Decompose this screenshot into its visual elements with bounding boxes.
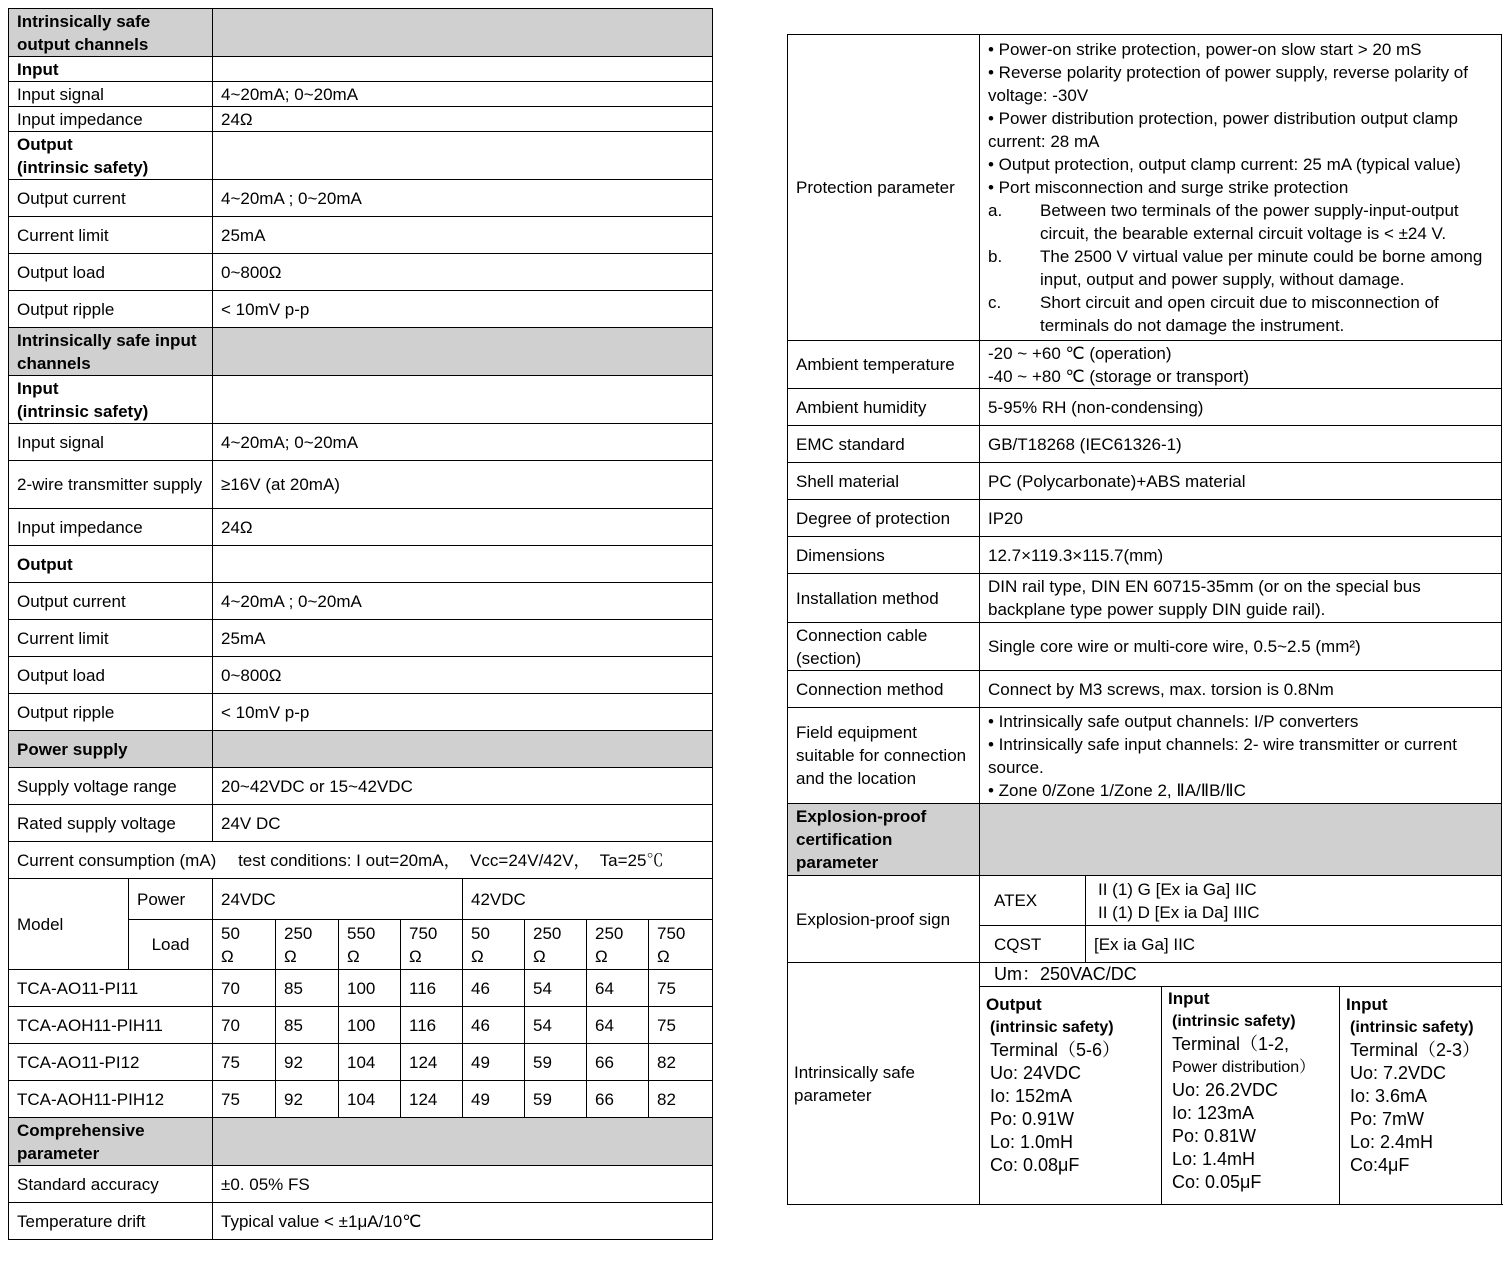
row-label: Ambient humidity xyxy=(788,389,980,426)
model-value-cell: 75 xyxy=(213,1044,276,1081)
row-label: Ambient temperature xyxy=(788,341,980,389)
row-value: 4~20mA ; 0~20mA xyxy=(213,583,713,620)
section-comprehensive: Comprehensive parameter xyxy=(9,1118,213,1166)
model-value-cell: 46 xyxy=(463,970,525,1007)
right-spec-table xyxy=(787,34,1502,1205)
row-value: Connect by M3 screws, max. torsion is 0.8Nm xyxy=(980,671,1502,708)
row-value: 20~42VDC or 15~42VDC xyxy=(213,768,713,805)
row-value: 12.7×119.3×115.7(mm) xyxy=(980,537,1502,574)
row-label: Dimensions xyxy=(788,537,980,574)
input-header: Input xyxy=(9,57,213,82)
section-power: Power supply xyxy=(9,731,213,768)
load-value-cell: 50 Ω xyxy=(213,920,276,970)
model-value-cell: 104 xyxy=(339,1081,401,1118)
model-value-cell: 116 xyxy=(401,1007,463,1044)
is-param-line: Terminal（5-6） xyxy=(990,1040,1121,1060)
model-value-cell: 100 xyxy=(339,1007,401,1044)
row-value: 4~20mA ; 0~20mA xyxy=(213,180,713,217)
is-param-line: Terminal（2-3） xyxy=(1350,1040,1481,1060)
row-value: 5-95% RH (non-condensing) xyxy=(980,389,1502,426)
model-value-cell: 124 xyxy=(401,1044,463,1081)
is-param-line: Lo: 1.0mH xyxy=(990,1132,1074,1152)
load-value-cell: 750 Ω xyxy=(401,920,463,970)
row-label: Current limit xyxy=(9,217,213,254)
row-value: DIN rail type, DIN EN 60715-35mm (or on the special bus backplane type power supply DIN guide rail). xyxy=(980,574,1502,623)
table-row xyxy=(9,970,713,1007)
row-label: Output current xyxy=(9,180,213,217)
um-value: Um：250VAC/DC xyxy=(980,963,1502,987)
model-value-cell: 66 xyxy=(587,1081,649,1118)
atex-value: II (1) G [Ex ia Ga] IIC II (1) D [Ex ia Da] IIIC xyxy=(1086,876,1502,926)
model-value-cell: 85 xyxy=(276,1007,339,1044)
row-value: ≥16V (at 20mA) xyxy=(213,461,713,509)
row-label: Output current xyxy=(9,583,213,620)
model-name: TCA-AOH11-PIH12 xyxy=(9,1081,213,1118)
is-param-line: Power distribution） xyxy=(1172,1059,1316,1076)
input-is-header: Input (intrinsic safety) xyxy=(9,376,213,424)
model-value-cell: 75 xyxy=(213,1081,276,1118)
is-param-line: Po: 0.91W xyxy=(990,1109,1075,1129)
row-value: GB/T18268 (IEC61326-1) xyxy=(980,426,1502,463)
load-label: Load xyxy=(129,920,213,970)
row-label: Output ripple xyxy=(9,291,213,328)
model-value-cell: 59 xyxy=(525,1044,587,1081)
model-value-cell: 70 xyxy=(213,1007,276,1044)
model-value-cell: 92 xyxy=(276,1044,339,1081)
row-value: 25mA xyxy=(213,620,713,657)
row-value: 24Ω xyxy=(213,107,713,132)
model-name: TCA-AOH11-PIH11 xyxy=(9,1007,213,1044)
section-explosion-proof: Explosion-proof certification parameter xyxy=(788,804,980,876)
section-is-output: Intrinsically safe output channels xyxy=(9,9,213,57)
is-param-line: Co: 0.05μF xyxy=(1172,1172,1262,1192)
is-param-label: Intrinsically safe parameter xyxy=(788,963,980,1205)
model-value-cell: 70 xyxy=(213,970,276,1007)
table-row xyxy=(9,1044,713,1081)
model-value-cell: 75 xyxy=(649,970,713,1007)
is-param-line: Uo: 7.2VDC xyxy=(1350,1063,1447,1083)
row-label: Connection method xyxy=(788,671,980,708)
model-value-cell: 116 xyxy=(401,970,463,1007)
row-value: IP20 xyxy=(980,500,1502,537)
row-label: Output load xyxy=(9,254,213,291)
atex-label: ATEX xyxy=(980,876,1086,926)
row-label: Shell material xyxy=(788,463,980,500)
row-label: Output load xyxy=(9,657,213,694)
row-value: < 10mV p-p xyxy=(213,291,713,328)
protection-label: Protection parameter xyxy=(788,35,980,341)
cqst-value: [Ex ia Ga] IIC xyxy=(1086,926,1502,963)
cqst-label: CQST xyxy=(980,926,1086,963)
model-value-cell: 104 xyxy=(339,1044,401,1081)
model-name: TCA-AO11-PI12 xyxy=(9,1044,213,1081)
is-param-line: Io: 3.6mA xyxy=(1350,1086,1428,1106)
model-value-cell: 100 xyxy=(339,970,401,1007)
consumption-note: Current consumption (mA) test conditions: I out=20mA， Vcc=24V/42V， Ta=25℃ xyxy=(9,842,713,879)
load-value-cell: 750 Ω xyxy=(649,920,713,970)
voltage-24: 24VDC xyxy=(213,879,463,920)
output-header: Output xyxy=(9,546,213,583)
model-value-cell: 54 xyxy=(525,1007,587,1044)
row-value: 24V DC xyxy=(213,805,713,842)
row-value: 0~800Ω xyxy=(213,657,713,694)
ex-sign-label: Explosion-proof sign xyxy=(788,876,980,963)
power-label: Power xyxy=(129,879,213,920)
row-label: Input signal xyxy=(9,424,213,461)
section-is-input: Intrinsically safe input channels xyxy=(9,328,213,376)
model-value-cell: 82 xyxy=(649,1081,713,1118)
left-spec-table xyxy=(8,8,713,1240)
is-param-line: Lo: 2.4mH xyxy=(1350,1132,1434,1152)
model-value-cell: 46 xyxy=(463,1007,525,1044)
row-label: Supply voltage range xyxy=(9,768,213,805)
row-label: 2-wire transmitter supply xyxy=(9,461,213,509)
model-value-cell: 85 xyxy=(276,970,339,1007)
row-value: Single core wire or multi-core wire, 0.5~2.5 (mm²) xyxy=(980,623,1502,671)
model-value-cell: 49 xyxy=(463,1081,525,1118)
output-is-header: Output (intrinsic safety) xyxy=(9,132,213,180)
row-label: Input signal xyxy=(9,82,213,107)
row-value: 4~20mA; 0~20mA xyxy=(213,424,713,461)
is-param-line: Io: 152mA xyxy=(990,1086,1073,1106)
row-value: Typical value < ±1μA/10℃ xyxy=(213,1203,713,1240)
is-param-output: Output (intrinsic safety) Terminal（5-6） Uo: 24VDC Io: 152mA Po: 0.91W Lo: 1.0mH Co: 0.08μF xyxy=(980,987,1162,1205)
row-label: EMC standard xyxy=(788,426,980,463)
row-label: Field equipment suitable for connection and the location xyxy=(788,708,980,804)
load-value-cell: 250 Ω xyxy=(276,920,339,970)
row-label: Current limit xyxy=(9,620,213,657)
is-param-line: Po: 7mW xyxy=(1350,1109,1425,1129)
model-name: TCA-AO11-PI11 xyxy=(9,970,213,1007)
load-value-cell: 50 Ω xyxy=(463,920,525,970)
is-param-line: Uo: 24VDC xyxy=(990,1063,1082,1083)
voltage-42: 42VDC xyxy=(463,879,713,920)
model-value-cell: 64 xyxy=(587,1007,649,1044)
model-value-cell: 92 xyxy=(276,1081,339,1118)
table-row xyxy=(9,1007,713,1044)
model-label: Model xyxy=(9,879,129,970)
is-param-line: Lo: 1.4mH xyxy=(1172,1149,1256,1169)
is-param-input-1: Input (intrinsic safety) Terminal（1-2, Power distribution） Uo: 26.2VDC Io: 123mA Po: 0.81W Lo: 1.4mH Co: 0.05μF xyxy=(1162,987,1340,1205)
row-label: Output ripple xyxy=(9,694,213,731)
row-label: Input impedance xyxy=(9,107,213,132)
row-value: 25mA xyxy=(213,217,713,254)
row-label: Temperature drift xyxy=(9,1203,213,1240)
row-label: Input impedance xyxy=(9,509,213,546)
row-value: 4~20mA; 0~20mA xyxy=(213,82,713,107)
row-value: -20 ~ +60 ℃ (operation) -40 ~ +80 ℃ (storage or transport) xyxy=(980,341,1502,389)
model-value-cell: 59 xyxy=(525,1081,587,1118)
is-param-line: Terminal（1-2, xyxy=(1172,1034,1290,1054)
protection-value: • Power-on strike protection, power-on slow start > 20 mS • Reverse polarity protection of power supply, reverse polarity of voltage: -30V • Power distribution protection, power distribution output clamp current: 28 mA • Output protection, output clamp current: 25 mA (typical value) • Port misconnection and surge strike protection a. Between two terminals of the power supply-input-output circuit, the bearable external circuit voltage is < ±24 V. b. The 2500 V virtual value per minute could be borne among input, output and power supply, without damage. c. Short circuit and open circuit due to misconnection of terminals do not damage the instrument. xyxy=(980,35,1502,341)
row-value: < 10mV p-p xyxy=(213,694,713,731)
row-value: 0~800Ω xyxy=(213,254,713,291)
is-param-line: Co:4μF xyxy=(1350,1155,1410,1175)
load-value-cell: 250 Ω xyxy=(587,920,649,970)
is-param-line: Io: 123mA xyxy=(1172,1103,1255,1123)
row-value: PC (Polycarbonate)+ABS material xyxy=(980,463,1502,500)
model-value-cell: 124 xyxy=(401,1081,463,1118)
row-value: ±0. 05% FS xyxy=(213,1166,713,1203)
row-label: Standard accuracy xyxy=(9,1166,213,1203)
model-value-cell: 66 xyxy=(587,1044,649,1081)
row-label: Connection cable (section) xyxy=(788,623,980,671)
row-label: Degree of protection xyxy=(788,500,980,537)
row-label: Rated supply voltage xyxy=(9,805,213,842)
table-row xyxy=(9,1081,713,1118)
model-value-cell: 75 xyxy=(649,1007,713,1044)
model-value-cell: 49 xyxy=(463,1044,525,1081)
load-value-cell: 250 Ω xyxy=(525,920,587,970)
model-value-cell: 54 xyxy=(525,970,587,1007)
row-label: Installation method xyxy=(788,574,980,623)
load-value-cell: 550 Ω xyxy=(339,920,401,970)
is-param-line: Uo: 26.2VDC xyxy=(1172,1080,1279,1100)
is-param-input-2: Input (intrinsic safety) Terminal（2-3） Uo: 7.2VDC Io: 3.6mA Po: 7mW Lo: 2.4mH Co:4μF xyxy=(1340,987,1502,1205)
is-param-line: Po: 0.81W xyxy=(1172,1126,1257,1146)
row-value: • Intrinsically safe output channels: I/P converters • Intrinsically safe input channels: 2- wire transmitter or current source. • Zone 0/Zone 1/Zone 2, ⅡA/ⅡB/ⅡC xyxy=(980,708,1502,804)
model-value-cell: 82 xyxy=(649,1044,713,1081)
row-value: 24Ω xyxy=(213,509,713,546)
model-value-cell: 64 xyxy=(587,970,649,1007)
is-param-line: Co: 0.08μF xyxy=(990,1155,1080,1175)
